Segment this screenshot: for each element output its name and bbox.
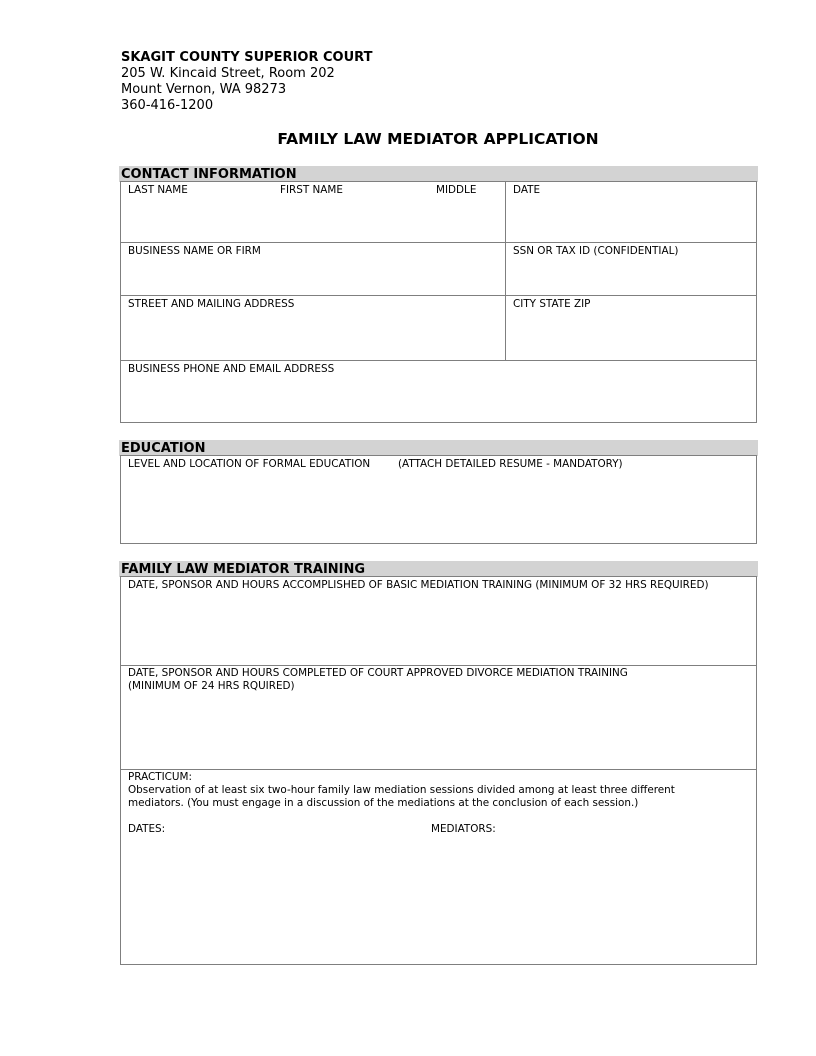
row-divider xyxy=(121,242,756,243)
basic-training-field[interactable] xyxy=(125,595,753,663)
contact-section-header: CONTACT INFORMATION xyxy=(119,166,758,182)
last-name-label: LAST NAME xyxy=(128,184,188,196)
divorce-training-label: DATE, SPONSOR AND HOURS COMPLETED OF COURT APPROVED DIVORCE MEDIATION TRAINING xyxy=(128,667,628,679)
middle-name-label: MIDDLE xyxy=(436,184,477,196)
court-address-line2: Mount Vernon, WA 98273 xyxy=(121,82,287,97)
street-address-field[interactable] xyxy=(125,313,501,358)
row-divider xyxy=(121,769,756,770)
practicum-mediators-field[interactable] xyxy=(429,839,753,961)
phone-email-label: BUSINESS PHONE AND EMAIL ADDRESS xyxy=(128,363,335,375)
court-address-line1: 205 W. Kincaid Street, Room 202 xyxy=(121,66,335,81)
full-name-field[interactable] xyxy=(125,200,501,240)
training-table xyxy=(120,576,757,965)
phone-email-field[interactable] xyxy=(125,378,753,420)
date-label: DATE xyxy=(513,184,541,196)
dates-label: DATES: xyxy=(128,823,166,835)
education-level-label: LEVEL AND LOCATION OF FORMAL EDUCATION xyxy=(128,458,371,470)
mediators-label: MEDIATORS: xyxy=(431,823,496,835)
court-phone: 360-416-1200 xyxy=(121,98,214,113)
ssn-field[interactable] xyxy=(509,260,753,293)
ssn-label: SSN OR TAX ID (CONFIDENTIAL) xyxy=(513,245,679,257)
row-divider xyxy=(121,665,756,666)
practicum-description-line2: mediators. (You must engage in a discussion of the mediations at the conclusion of each session.) xyxy=(128,797,639,809)
practicum-label: PRACTICUM: xyxy=(128,771,192,783)
training-section-header: FAMILY LAW MEDIATOR TRAINING xyxy=(119,561,758,577)
page-title: FAMILY LAW MEDIATOR APPLICATION xyxy=(277,130,599,148)
education-table xyxy=(120,455,757,544)
attach-resume-note: (ATTACH DETAILED RESUME - MANDATORY) xyxy=(398,458,623,470)
education-section-header: EDUCATION xyxy=(119,440,758,456)
row-divider xyxy=(121,360,756,361)
business-name-label: BUSINESS NAME OR FIRM xyxy=(128,245,261,257)
street-address-label: STREET AND MAILING ADDRESS xyxy=(128,298,295,310)
practicum-description-line1: Observation of at least six two-hour family law mediation sessions divided among at least three different xyxy=(128,784,675,796)
city-state-zip-field[interactable] xyxy=(509,313,753,358)
practicum-dates-field[interactable] xyxy=(125,839,425,961)
basic-training-label: DATE, SPONSOR AND HOURS ACCOMPLISHED OF BASIC MEDIATION TRAINING (MINIMUM OF 32 HRS REQUIRED) xyxy=(128,579,709,591)
divorce-training-minimum: (MINIMUM OF 24 HRS RQUIRED) xyxy=(128,680,295,692)
divorce-training-field[interactable] xyxy=(125,697,753,767)
education-field[interactable] xyxy=(125,474,753,540)
column-divider xyxy=(505,182,506,361)
row-divider xyxy=(121,295,756,296)
first-name-label: FIRST NAME xyxy=(280,184,343,196)
court-name: SKAGIT COUNTY SUPERIOR COURT xyxy=(121,50,373,65)
date-field[interactable] xyxy=(509,200,753,240)
contact-info-table xyxy=(120,181,757,423)
business-name-field[interactable] xyxy=(125,260,501,293)
city-state-zip-label: CITY STATE ZIP xyxy=(513,298,591,310)
